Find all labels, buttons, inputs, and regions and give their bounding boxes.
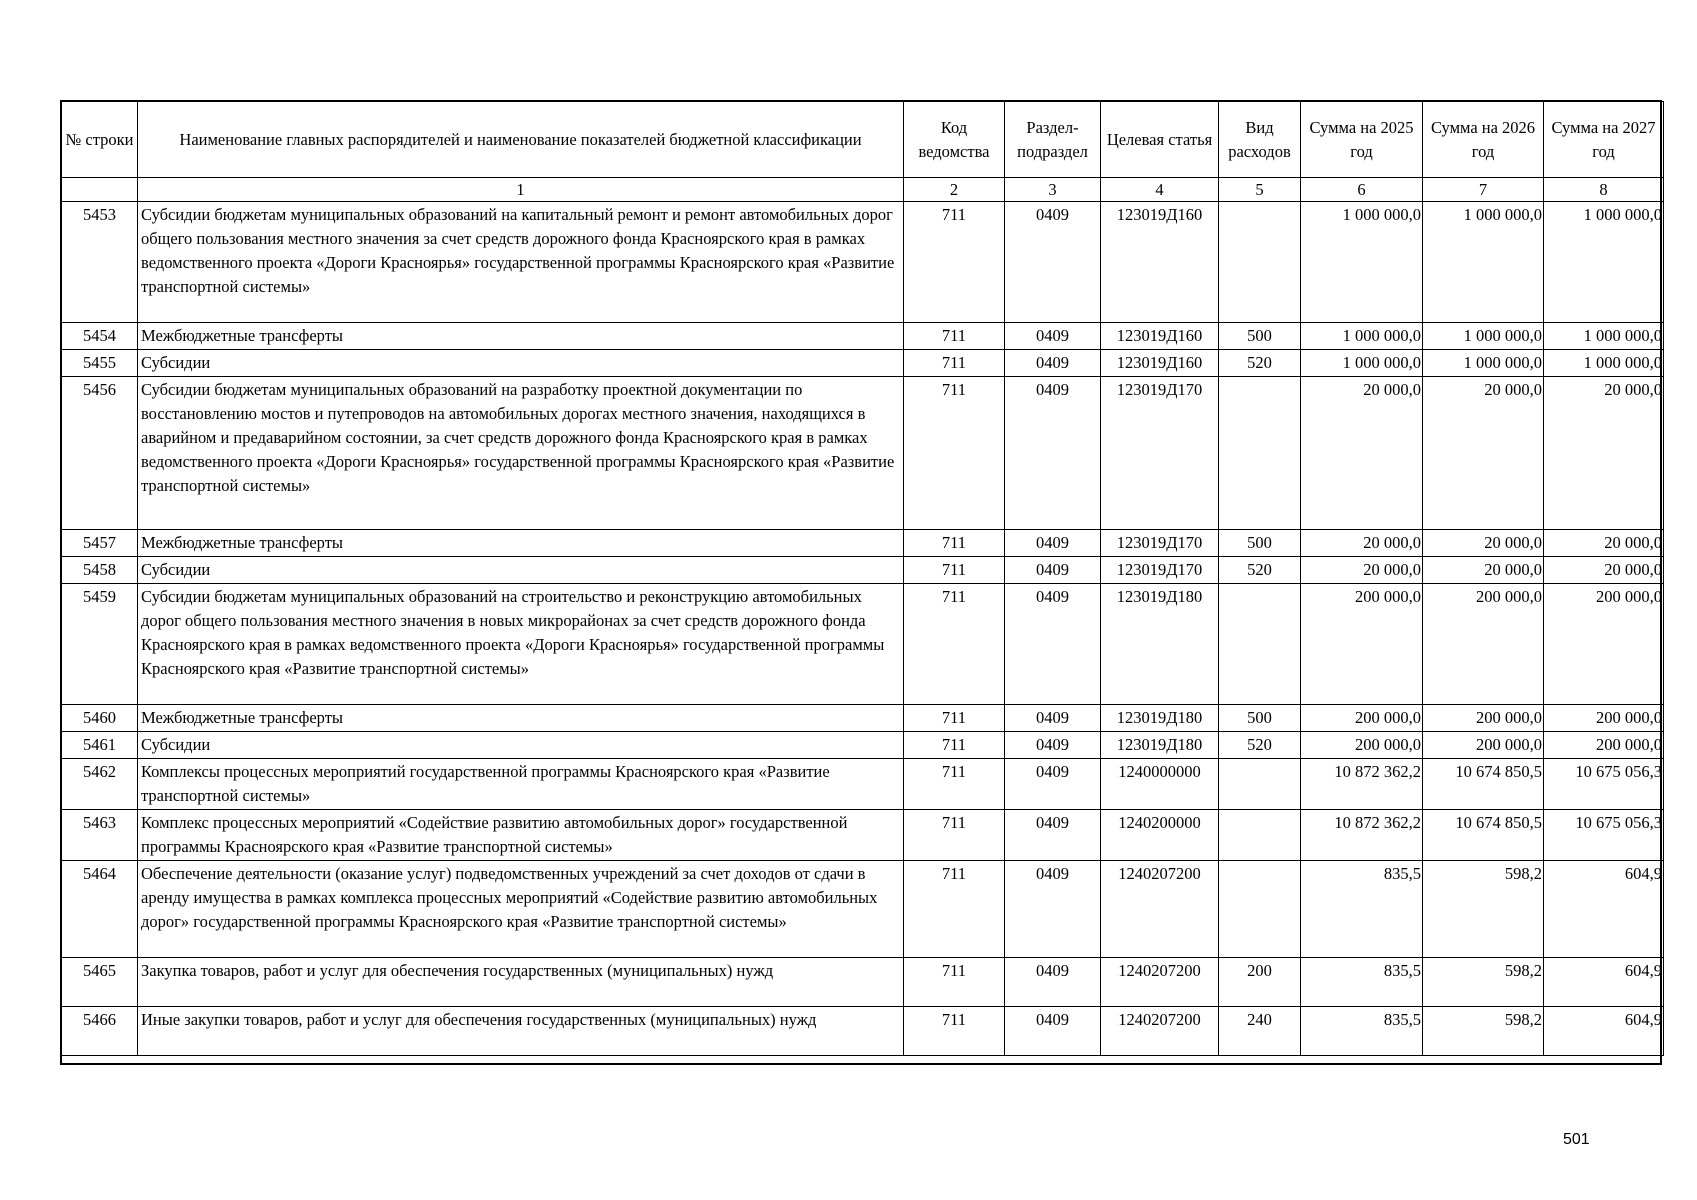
row-sum-2027: 200 000,0	[1544, 705, 1664, 732]
row-name: Иные закупки товаров, работ и услуг для обеспечения государственных (муниципальных) нужд	[138, 1007, 904, 1056]
row-sum-2027: 20 000,0	[1544, 557, 1664, 584]
header-expense-type: Вид расходов	[1219, 102, 1301, 178]
row-number: 5455	[62, 350, 138, 377]
row-target: 1240207200	[1101, 1007, 1219, 1056]
row-sum-2025: 1 000 000,0	[1301, 323, 1423, 350]
row-sum-2027: 20 000,0	[1544, 377, 1664, 530]
table-row	[62, 732, 1664, 759]
column-number	[62, 178, 138, 202]
row-dept: 711	[904, 350, 1005, 377]
row-type	[1219, 202, 1301, 323]
row-number: 5460	[62, 705, 138, 732]
row-number: 5454	[62, 323, 138, 350]
row-name: Субсидии	[138, 732, 904, 759]
row-sum-2026: 10 674 850,5	[1423, 810, 1544, 861]
row-sum-2026: 20 000,0	[1423, 377, 1544, 530]
column-number-row	[62, 178, 1664, 202]
row-section: 0409	[1005, 584, 1101, 705]
row-type: 500	[1219, 530, 1301, 557]
row-sum-2026: 1 000 000,0	[1423, 350, 1544, 377]
table-row	[62, 350, 1664, 377]
row-sum-2026: 598,2	[1423, 1007, 1544, 1056]
row-dept: 711	[904, 861, 1005, 958]
header-sum-2026: Сумма на 2026 год	[1423, 102, 1544, 178]
row-section: 0409	[1005, 323, 1101, 350]
row-sum-2025: 10 872 362,2	[1301, 759, 1423, 810]
row-dept: 711	[904, 810, 1005, 861]
row-sum-2026: 20 000,0	[1423, 530, 1544, 557]
table-row	[62, 1007, 1664, 1056]
row-sum-2026: 200 000,0	[1423, 732, 1544, 759]
row-section: 0409	[1005, 861, 1101, 958]
row-type	[1219, 810, 1301, 861]
row-dept: 711	[904, 530, 1005, 557]
row-name: Комплексы процессных мероприятий государственной программы Красноярского края «Развитие транспортной системы»	[138, 759, 904, 810]
column-number: 7	[1423, 178, 1544, 202]
table-row	[62, 530, 1664, 557]
row-target: 123019Д170	[1101, 557, 1219, 584]
row-sum-2025: 200 000,0	[1301, 584, 1423, 705]
row-sum-2025: 20 000,0	[1301, 557, 1423, 584]
row-dept: 711	[904, 705, 1005, 732]
row-sum-2026: 20 000,0	[1423, 557, 1544, 584]
table-row	[62, 861, 1664, 958]
row-section: 0409	[1005, 732, 1101, 759]
row-type: 240	[1219, 1007, 1301, 1056]
row-sum-2027: 20 000,0	[1544, 530, 1664, 557]
column-number: 5	[1219, 178, 1301, 202]
row-sum-2026: 200 000,0	[1423, 705, 1544, 732]
row-dept: 711	[904, 557, 1005, 584]
row-sum-2026: 1 000 000,0	[1423, 323, 1544, 350]
row-target: 123019Д170	[1101, 377, 1219, 530]
row-name: Комплекс процессных мероприятий «Содействие развитию автомобильных дорог» государственной программы Красноярского края «Развитие транспортной системы»	[138, 810, 904, 861]
header-target: Целевая статья	[1101, 102, 1219, 178]
row-sum-2027: 10 675 056,3	[1544, 810, 1664, 861]
row-name: Межбюджетные трансферты	[138, 705, 904, 732]
row-sum-2027: 1 000 000,0	[1544, 350, 1664, 377]
column-number: 4	[1101, 178, 1219, 202]
row-sum-2025: 1 000 000,0	[1301, 202, 1423, 323]
row-number: 5462	[62, 759, 138, 810]
row-number: 5459	[62, 584, 138, 705]
row-target: 123019Д160	[1101, 350, 1219, 377]
row-sum-2026: 598,2	[1423, 958, 1544, 1007]
column-number: 8	[1544, 178, 1664, 202]
header-row-no: № строки	[62, 102, 138, 178]
row-type: 500	[1219, 323, 1301, 350]
column-number: 3	[1005, 178, 1101, 202]
row-sum-2025: 1 000 000,0	[1301, 350, 1423, 377]
row-section: 0409	[1005, 557, 1101, 584]
row-number: 5463	[62, 810, 138, 861]
row-dept: 711	[904, 1007, 1005, 1056]
row-sum-2027: 604,9	[1544, 861, 1664, 958]
row-sum-2025: 835,5	[1301, 1007, 1423, 1056]
row-number: 5464	[62, 861, 138, 958]
row-sum-2025: 10 872 362,2	[1301, 810, 1423, 861]
row-section: 0409	[1005, 377, 1101, 530]
row-target: 123019Д160	[1101, 202, 1219, 323]
row-dept: 711	[904, 202, 1005, 323]
row-sum-2027: 200 000,0	[1544, 732, 1664, 759]
row-name: Субсидии	[138, 557, 904, 584]
row-sum-2027: 1 000 000,0	[1544, 202, 1664, 323]
table-row	[62, 557, 1664, 584]
row-target: 123019Д170	[1101, 530, 1219, 557]
column-number: 1	[138, 178, 904, 202]
row-type	[1219, 584, 1301, 705]
row-type: 520	[1219, 557, 1301, 584]
column-number: 2	[904, 178, 1005, 202]
page-number: 501	[1563, 1131, 1590, 1148]
row-sum-2026: 598,2	[1423, 861, 1544, 958]
row-number: 5466	[62, 1007, 138, 1056]
row-sum-2027: 200 000,0	[1544, 584, 1664, 705]
row-section: 0409	[1005, 1007, 1101, 1056]
row-number: 5456	[62, 377, 138, 530]
row-sum-2026: 1 000 000,0	[1423, 202, 1544, 323]
row-target: 1240207200	[1101, 861, 1219, 958]
row-number: 5453	[62, 202, 138, 323]
row-name: Межбюджетные трансферты	[138, 323, 904, 350]
row-section: 0409	[1005, 759, 1101, 810]
row-number: 5461	[62, 732, 138, 759]
row-dept: 711	[904, 732, 1005, 759]
row-name: Закупка товаров, работ и услуг для обеспечения государственных (муниципальных) нужд	[138, 958, 904, 1007]
table-row	[62, 377, 1664, 530]
row-name: Субсидии бюджетам муниципальных образований на разработку проектной документации по восстановлению мостов и путепроводов на автомобильных дорогах местного значения, находящихся в аварийном и предаварийном состоянии, за счет средств дорожного фонда Красноярского края в рамках ведомственного проекта «Дороги Красноярья» государственной программы Красноярского края «Развитие транспортной системы»	[138, 377, 904, 530]
budget-table	[61, 101, 1664, 1056]
header-sum-2027: Сумма на 2027 год	[1544, 102, 1664, 178]
header-section: Раздел-подраздел	[1005, 102, 1101, 178]
table-header	[62, 102, 1664, 202]
row-number: 5457	[62, 530, 138, 557]
row-type: 200	[1219, 958, 1301, 1007]
row-section: 0409	[1005, 350, 1101, 377]
row-section: 0409	[1005, 202, 1101, 323]
row-type	[1219, 377, 1301, 530]
row-type: 520	[1219, 350, 1301, 377]
header-sum-2025: Сумма на 2025 год	[1301, 102, 1423, 178]
row-sum-2026: 200 000,0	[1423, 584, 1544, 705]
row-dept: 711	[904, 377, 1005, 530]
row-target: 123019Д180	[1101, 732, 1219, 759]
row-sum-2025: 200 000,0	[1301, 705, 1423, 732]
row-dept: 711	[904, 759, 1005, 810]
table-row	[62, 759, 1664, 810]
table-row	[62, 202, 1664, 323]
row-name: Межбюджетные трансферты	[138, 530, 904, 557]
row-sum-2025: 20 000,0	[1301, 530, 1423, 557]
row-name: Субсидии бюджетам муниципальных образований на капитальный ремонт и ремонт автомобильных дорог общего пользования местного значения за счет средств дорожного фонда Красноярского края в рамках ведомственного проекта «Дороги Красноярья» государственной программы Красноярского края «Развитие транспортной системы»	[138, 202, 904, 323]
row-target: 123019Д180	[1101, 705, 1219, 732]
row-dept: 711	[904, 958, 1005, 1007]
header-name: Наименование главных распорядителей и наименование показателей бюджетной классификации	[138, 102, 904, 178]
row-sum-2027: 10 675 056,3	[1544, 759, 1664, 810]
row-name: Обеспечение деятельности (оказание услуг) подведомственных учреждений за счет доходов от сдачи в аренду имущества в рамках комплекса процессных мероприятий «Содействие развитию автомобильных дорог» государственной программы Красноярского края «Развитие транспортной системы»	[138, 861, 904, 958]
row-section: 0409	[1005, 810, 1101, 861]
row-sum-2027: 604,9	[1544, 958, 1664, 1007]
row-number: 5465	[62, 958, 138, 1007]
row-sum-2026: 10 674 850,5	[1423, 759, 1544, 810]
table-row	[62, 584, 1664, 705]
table-row	[62, 705, 1664, 732]
table-row	[62, 958, 1664, 1007]
row-dept: 711	[904, 323, 1005, 350]
row-target: 123019Д160	[1101, 323, 1219, 350]
row-target: 1240207200	[1101, 958, 1219, 1007]
column-number: 6	[1301, 178, 1423, 202]
row-number: 5458	[62, 557, 138, 584]
row-type	[1219, 861, 1301, 958]
row-target: 1240200000	[1101, 810, 1219, 861]
row-sum-2025: 20 000,0	[1301, 377, 1423, 530]
header-dept-code: Код ведомства	[904, 102, 1005, 178]
row-type: 500	[1219, 705, 1301, 732]
row-name: Субсидии	[138, 350, 904, 377]
row-dept: 711	[904, 584, 1005, 705]
table-row	[62, 323, 1664, 350]
row-sum-2027: 1 000 000,0	[1544, 323, 1664, 350]
row-sum-2025: 835,5	[1301, 861, 1423, 958]
table-row	[62, 810, 1664, 861]
row-sum-2027: 604,9	[1544, 1007, 1664, 1056]
row-target: 1240000000	[1101, 759, 1219, 810]
row-name: Субсидии бюджетам муниципальных образований на строительство и реконструкцию автомобильных дорог общего пользования местного значения в новых микрорайонах за счет средств дорожного фонда Красноярского края в рамках ведомственного проекта «Дороги Красноярья» государственной программы Красноярского края «Развитие транспортной системы»	[138, 584, 904, 705]
row-sum-2025: 835,5	[1301, 958, 1423, 1007]
row-section: 0409	[1005, 530, 1101, 557]
table-body	[62, 202, 1664, 1056]
row-type	[1219, 759, 1301, 810]
row-sum-2025: 200 000,0	[1301, 732, 1423, 759]
row-section: 0409	[1005, 958, 1101, 1007]
row-section: 0409	[1005, 705, 1101, 732]
row-target: 123019Д180	[1101, 584, 1219, 705]
row-type: 520	[1219, 732, 1301, 759]
